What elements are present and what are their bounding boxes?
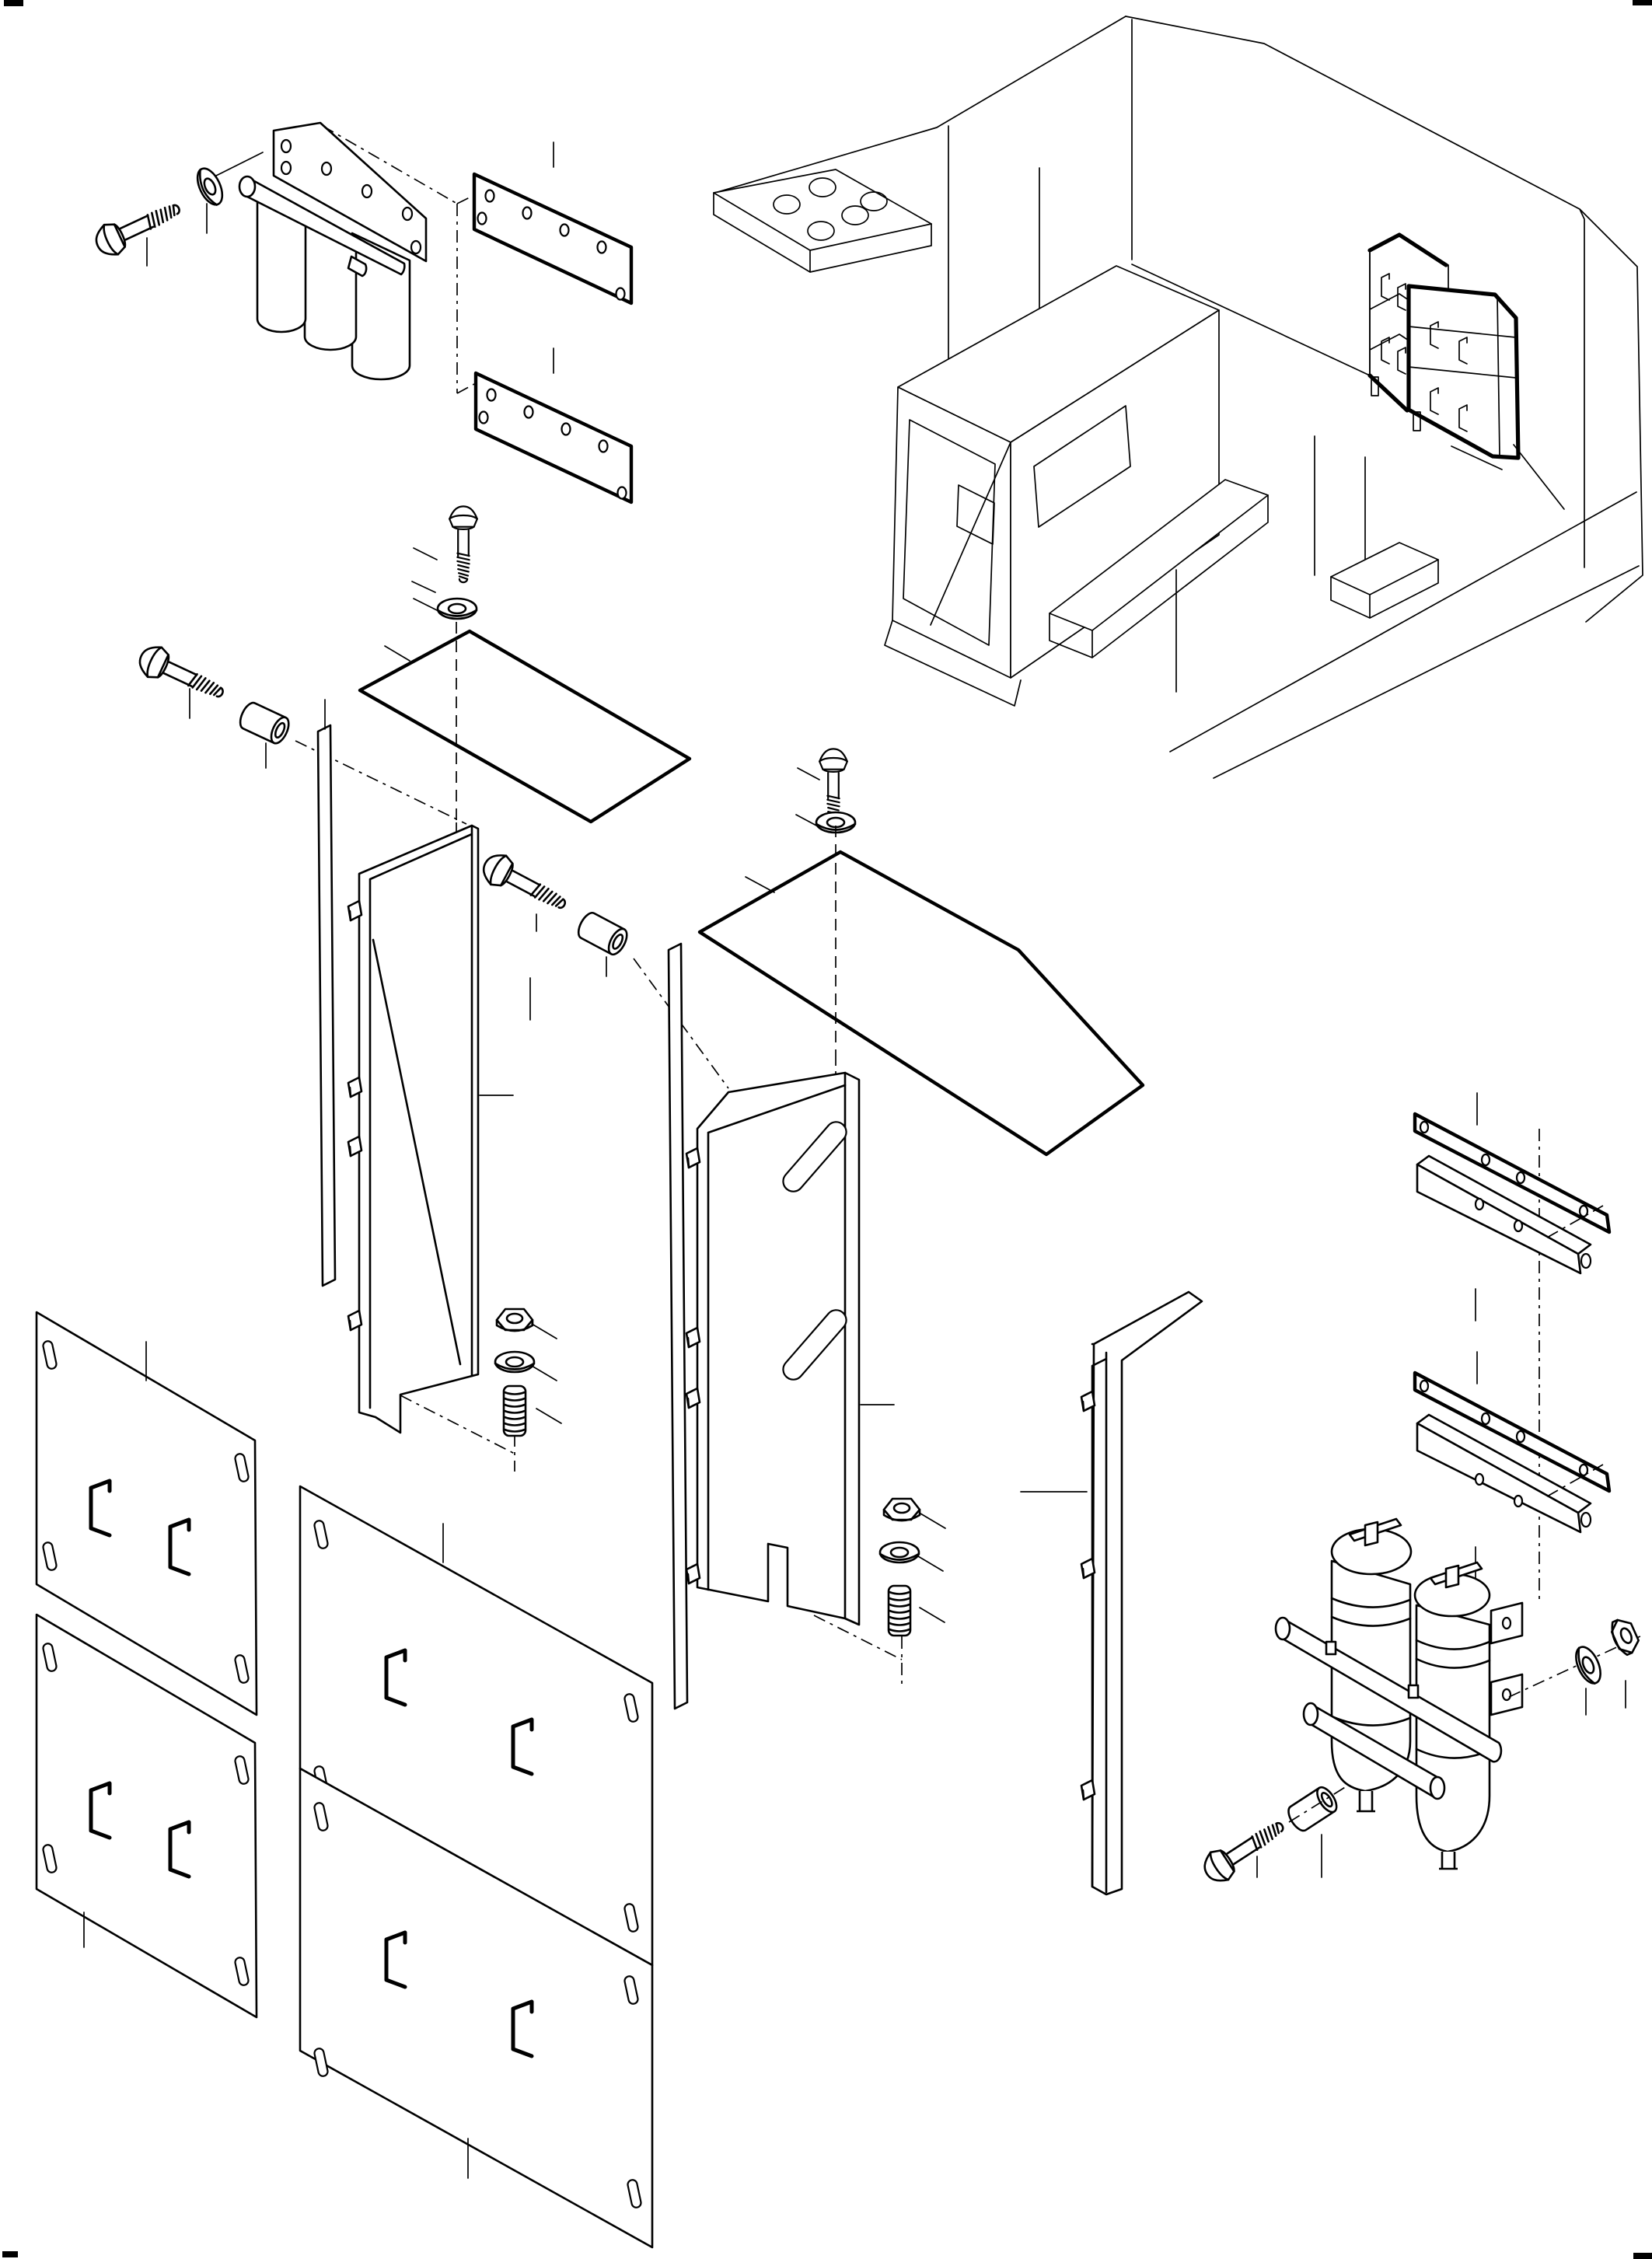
flat-sheet-upper	[360, 506, 690, 877]
frame-panel	[348, 826, 513, 1433]
cover-plate-upper	[474, 174, 631, 303]
middle-assembly	[134, 506, 1143, 1709]
platform-box	[1331, 543, 1438, 618]
cover-plate-lower	[476, 373, 631, 502]
hex-bolt	[91, 194, 186, 261]
floor-edges	[1170, 492, 1639, 778]
highlighted-panel-group	[1370, 235, 1518, 458]
acoustic-panels	[37, 1312, 652, 2247]
fuel-filter-assembly	[1198, 1519, 1642, 1887]
washer	[193, 165, 228, 208]
pillar	[1315, 436, 1365, 577]
cab	[885, 266, 1219, 706]
seal-strip-2	[669, 944, 687, 1709]
bolt-spacer-set-2	[478, 849, 728, 1088]
clamp-strips-1	[1415, 1093, 1609, 1321]
clamp-strips-2	[1415, 1352, 1609, 1579]
right-assembly	[1021, 1093, 1642, 1894]
filter-brackets	[1491, 1603, 1522, 1715]
seal-strip-1	[318, 700, 335, 1286]
angle-bar	[1021, 1292, 1202, 1894]
slotted-panel	[686, 1073, 894, 1625]
filter-kit	[91, 123, 631, 502]
machine-overview	[714, 16, 1643, 778]
